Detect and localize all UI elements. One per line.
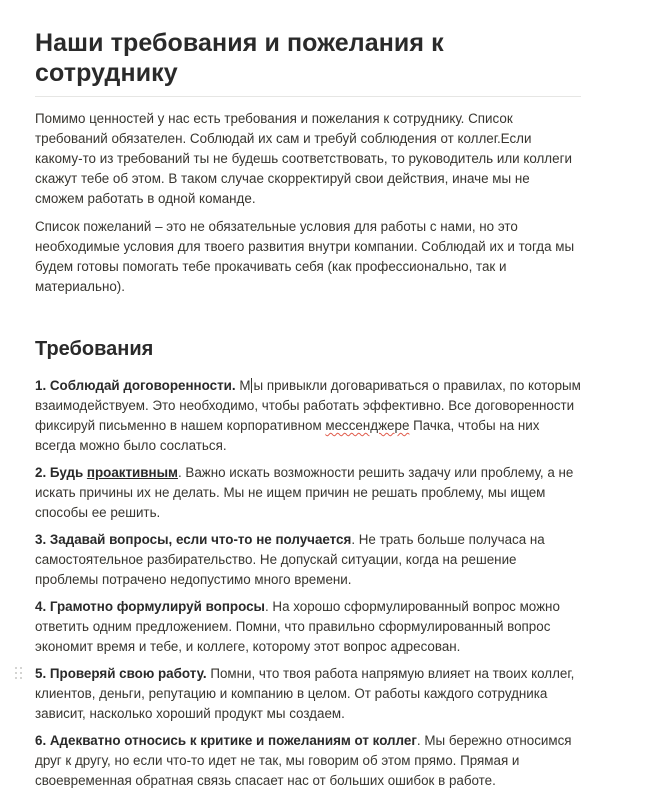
requirement-item-6[interactable] — [35, 731, 581, 791]
requirement-text: . Важно искать возможности решить задачу или проблему, а не искать причины их не делать. Мы не ищем причин не решать проблему, мы ищем способы ее решить. — [35, 465, 574, 520]
requirement-item-3[interactable] — [35, 530, 581, 590]
requirement-title: 1. Соблюдай договоренности. — [35, 378, 236, 393]
document-page — [35, 28, 581, 798]
page-title[interactable]: Наши требования и пожелания к сотруднику — [35, 28, 581, 97]
requirement-text: Помни, что твоя работа напрямую влияет на твоих коллег, клиентов, деньги, репутацию и компанию в целом. От работы каждого сотрудника зависит, насколько хороший продукт мы создаем. — [35, 666, 575, 721]
section-heading-requirements[interactable]: Требования — [35, 338, 154, 360]
requirement-item-4[interactable] — [35, 597, 581, 657]
spellcheck-word: мессенджере — [325, 418, 410, 433]
requirement-title: 3. Задавай вопросы, если что-то не получается — [35, 532, 352, 547]
requirement-title — [35, 465, 178, 480]
requirement-text-start: М — [235, 378, 251, 393]
requirement-item-1[interactable] — [35, 376, 581, 456]
requirement-title: 4. Грамотно формулируй вопросы — [35, 599, 265, 614]
requirement-text: . На хорошо сформулированный вопрос можно ответить одним предложением. Помни, что правильно сформулированный вопрос экономит время и тебе, и коллеге, которому этот вопрос адресован. — [35, 599, 560, 654]
intro-paragraph-2[interactable]: Список пожеланий – это не обязательные условия для работы с нами, но это необходимые условия для твоего развития внутри компании. Соблюдай их и тогда мы будем готовы помогать тебе прокачивать себя (как профессионально, так и материально). — [35, 219, 575, 294]
requirement-text: . Мы бережно относимся друг к другу, но если что-то идет не так, мы говорим об этом прямо. Прямая и своевременная обратная связь спасает нас от больших ошибок в работе. — [35, 733, 572, 788]
requirement-text-end: Пачка, чтобы на них всегда можно было сослаться. — [35, 418, 540, 453]
requirement-title-start: 2. Будь — [35, 465, 87, 480]
requirement-title: 5. Проверяй свою работу. — [35, 666, 207, 681]
requirement-text: ы привыкли договариваться о правилах, по которым взаимодействуем. Это необходимо, чтобы работать эффективно. Все договоренности фиксируй письменно в нашем корпоративном — [35, 378, 581, 433]
requirement-text: . Не трать больше получаса на самостоятельное разбирательство. Не допускай ситуации, когда на решение проблемы потрачено недопустимо много времени. — [35, 532, 545, 587]
requirement-item-5[interactable] — [35, 664, 581, 724]
drag-handle-icon[interactable] — [15, 667, 25, 681]
requirement-item-2[interactable] — [35, 463, 581, 523]
requirement-title: 6. Адекватно относись к критике и пожеланиям от коллег — [35, 733, 417, 748]
requirements-list — [35, 376, 581, 791]
requirement-title-underlined: проактивным — [86, 465, 178, 480]
intro-paragraph-1[interactable]: Помимо ценностей у нас есть требования и пожелания к сотруднику. Список требований обязателен. Соблюдай их сам и требуй соблюдения от коллег.Если какому-то из требований ты не будешь соответствовать, то руководитель или коллеги скажут тебе об этом. В таком случае скорректируй свои действия, иначе мы не сможем работать в одной команде. — [35, 111, 572, 206]
